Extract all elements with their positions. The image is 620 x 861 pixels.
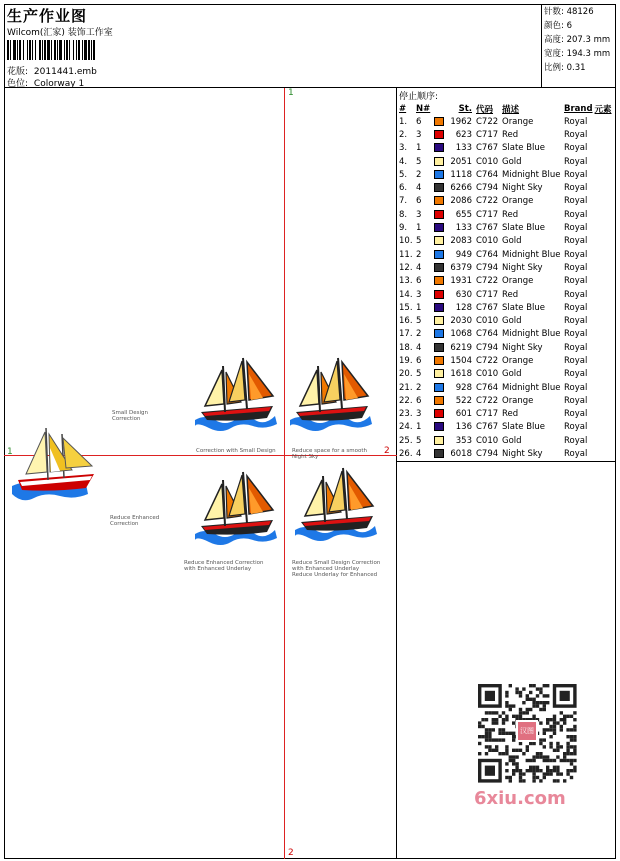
color-swatch — [434, 276, 444, 285]
row-code: C794 — [476, 449, 499, 460]
caption-6: Reduce Small Design Correction with Enhanced Underlay Reduce Underlay for Enhanced — [292, 560, 381, 578]
row-stitches: 2030 — [450, 316, 472, 327]
row-needle: 5 — [416, 316, 422, 327]
color-swatch — [434, 422, 444, 431]
row-seq: 23. — [399, 409, 413, 420]
row-swatch — [433, 168, 445, 181]
row-stitches: 928 — [455, 382, 472, 393]
row-seq: 14. — [399, 289, 413, 300]
col-swatch — [433, 102, 445, 115]
row-needle: 3 — [416, 289, 422, 300]
col-brand: Brand — [564, 103, 593, 114]
table-row — [398, 394, 613, 407]
row-stitches: 1504 — [450, 355, 472, 366]
row-stitches: 2083 — [450, 236, 472, 247]
row-code: C794 — [476, 262, 499, 273]
caption-3: Reduce space for a smooth Night Sky — [292, 448, 367, 460]
table-row — [398, 288, 613, 301]
table-row — [398, 248, 613, 261]
row-seq: 26. — [399, 449, 413, 460]
row-code: C722 — [476, 116, 499, 127]
table-row — [398, 381, 613, 394]
row-stitches: 6219 — [450, 342, 472, 353]
row-stitches: 6379 — [450, 262, 472, 273]
table-row — [398, 447, 613, 460]
row-description: Gold — [502, 369, 522, 380]
row-swatch — [433, 155, 445, 168]
row-swatch — [433, 381, 445, 394]
row-seq: 8. — [399, 209, 408, 220]
stat-label: 比例: — [544, 63, 564, 73]
watermark: 6xiu.com — [474, 788, 566, 809]
row-seq: 3. — [399, 143, 408, 154]
row-seq: 13. — [399, 276, 413, 287]
row-description: Midnight Blue — [502, 169, 561, 180]
table-row — [398, 421, 613, 434]
row-description: Orange — [502, 116, 534, 127]
header-subtitle: Wilcom(汇家) 装饰工作室 — [7, 28, 113, 38]
row-seq: 5. — [399, 169, 408, 180]
row-description: Gold — [502, 435, 522, 446]
row-brand: Royal — [564, 409, 588, 420]
row-description: Gold — [502, 156, 522, 167]
col-code: 代码 — [476, 104, 494, 115]
row-needle: 4 — [416, 449, 422, 460]
color-swatch — [434, 183, 444, 192]
row-code: C764 — [476, 382, 499, 393]
row-stitches: 522 — [455, 395, 472, 406]
row-description: Gold — [502, 236, 522, 247]
row-description: Slate Blue — [502, 302, 546, 313]
row-swatch — [433, 142, 445, 155]
row-seq: 18. — [399, 342, 413, 353]
row-stitches: 623 — [455, 129, 472, 140]
row-code: C010 — [476, 316, 499, 327]
row-code: C722 — [476, 395, 499, 406]
row-code: C717 — [476, 289, 499, 300]
boat-design-color — [12, 428, 94, 500]
caption-5: Reduce Enhanced Correction with Enhanced Underlay — [184, 560, 264, 572]
row-brand: Royal — [564, 289, 588, 300]
color-swatch — [434, 343, 444, 352]
stat-label: 针数: — [544, 7, 564, 17]
row-needle: 2 — [416, 249, 422, 260]
table-row — [398, 195, 613, 208]
row-stitches: 1962 — [450, 116, 472, 127]
stop-sequence-panel — [397, 88, 616, 462]
qr-code — [470, 680, 586, 786]
row-needle: 2 — [416, 169, 422, 180]
row-needle: 4 — [416, 262, 422, 273]
row-code: C722 — [476, 355, 499, 366]
row-code: C767 — [476, 302, 499, 313]
guide-marker-left: 1 — [7, 447, 13, 457]
row-needle: 2 — [416, 382, 422, 393]
row-seq: 2. — [399, 129, 408, 140]
row-stitches: 1068 — [450, 329, 472, 340]
row-swatch — [433, 128, 445, 141]
row-description: Red — [502, 209, 519, 220]
col-element: 元素 — [594, 104, 612, 115]
boat-design-4 — [295, 468, 377, 541]
col-description: 描述 — [502, 104, 520, 115]
caption-1: Small Design Correction — [112, 410, 149, 422]
color-swatch — [434, 263, 444, 272]
row-seq: 24. — [399, 422, 413, 433]
stat-value: 48126 — [566, 7, 594, 17]
row-needle: 4 — [416, 183, 422, 194]
table-row — [398, 408, 613, 421]
row-code: C794 — [476, 342, 499, 353]
guide-marker-right: 2 — [384, 446, 390, 456]
row-brand: Royal — [564, 369, 588, 380]
row-stitches: 655 — [455, 209, 472, 220]
row-needle: 6 — [416, 196, 422, 207]
color-swatch — [434, 117, 444, 126]
row-needle: 1 — [416, 422, 422, 433]
color-swatch — [434, 210, 444, 219]
stop-sequence-label: 停止顺序: — [399, 92, 439, 102]
row-code: C794 — [476, 183, 499, 194]
row-needle: 2 — [416, 329, 422, 340]
row-brand: Royal — [564, 116, 588, 127]
table-row — [398, 328, 613, 341]
row-needle: 1 — [416, 143, 422, 154]
row-seq: 25. — [399, 435, 413, 446]
row-code: C767 — [476, 223, 499, 234]
row-stitches: 353 — [455, 435, 472, 446]
table-row — [398, 142, 613, 155]
color-swatch — [434, 130, 444, 139]
row-seq: 4. — [399, 156, 408, 167]
row-description: Orange — [502, 276, 534, 287]
row-code: C010 — [476, 236, 499, 247]
row-swatch — [433, 235, 445, 248]
row-code: C764 — [476, 169, 499, 180]
row-needle: 3 — [416, 209, 422, 220]
row-description: Gold — [502, 316, 522, 327]
caption-2: Correction with Small Design — [196, 448, 276, 454]
row-stitches: 2051 — [450, 156, 472, 167]
color-swatch — [434, 329, 444, 338]
row-needle: 5 — [416, 156, 422, 167]
stat-label: 高度: — [544, 35, 564, 45]
table-row — [398, 368, 613, 381]
row-needle: 6 — [416, 116, 422, 127]
row-code: C764 — [476, 329, 499, 340]
row-description: Orange — [502, 395, 534, 406]
row-stitches: 133 — [455, 223, 472, 234]
qr-logo-text: 汉图 — [520, 727, 534, 735]
row-brand: Royal — [564, 342, 588, 353]
row-brand: Royal — [564, 169, 588, 180]
row-brand: Royal — [564, 329, 588, 340]
row-description: Slate Blue — [502, 143, 546, 154]
row-seq: 11. — [399, 249, 413, 260]
row-needle: 1 — [416, 302, 422, 313]
row-swatch — [433, 421, 445, 434]
row-brand: Royal — [564, 435, 588, 446]
row-description: Night Sky — [502, 262, 543, 273]
table-row — [398, 261, 613, 274]
row-description: Midnight Blue — [502, 382, 561, 393]
row-swatch — [433, 408, 445, 421]
row-code: C722 — [476, 196, 499, 207]
table-row — [398, 341, 613, 354]
row-needle: 5 — [416, 369, 422, 380]
guide-marker-top: 1 — [288, 88, 294, 98]
color-swatch — [434, 236, 444, 245]
color-swatch — [434, 170, 444, 179]
color-swatch — [434, 369, 444, 378]
row-seq: 22. — [399, 395, 413, 406]
stat-value: 194.3 mm — [566, 49, 611, 59]
row-needle: 3 — [416, 129, 422, 140]
row-brand: Royal — [564, 156, 588, 167]
row-brand: Royal — [564, 395, 588, 406]
qr-center-logo — [516, 720, 538, 742]
color-swatch — [434, 157, 444, 166]
color-swatch — [434, 316, 444, 325]
row-stitches: 601 — [455, 409, 472, 420]
colorway-label: 色位: — [7, 79, 29, 89]
caption-4: Reduce Enhanced Correction — [110, 515, 160, 527]
row-brand: Royal — [564, 249, 588, 260]
row-code: C010 — [476, 369, 499, 380]
row-stitches: 1931 — [450, 276, 472, 287]
row-seq: 9. — [399, 223, 408, 234]
row-swatch — [433, 301, 445, 314]
color-swatch — [434, 409, 444, 418]
color-swatch — [434, 449, 444, 458]
row-stitches: 133 — [455, 143, 472, 154]
row-code: C717 — [476, 129, 499, 140]
row-description: Red — [502, 289, 519, 300]
row-seq: 1. — [399, 116, 408, 127]
file-label: 花版: — [7, 67, 29, 77]
row-swatch — [433, 275, 445, 288]
row-brand: Royal — [564, 316, 588, 327]
row-brand: Royal — [564, 276, 588, 287]
row-needle: 6 — [416, 395, 422, 406]
guide-marker-bottom: 2 — [288, 848, 294, 858]
row-swatch — [433, 208, 445, 221]
row-brand: Royal — [564, 129, 588, 140]
row-description: Midnight Blue — [502, 249, 561, 260]
row-brand: Royal — [564, 236, 588, 247]
row-seq: 15. — [399, 302, 413, 313]
row-seq: 7. — [399, 196, 408, 207]
row-swatch — [433, 368, 445, 381]
row-stitches: 136 — [455, 422, 472, 433]
row-code: C767 — [476, 422, 499, 433]
color-swatch — [434, 290, 444, 299]
row-description: Slate Blue — [502, 422, 546, 433]
color-swatch — [434, 223, 444, 232]
row-code: C717 — [476, 209, 499, 220]
table-header-row — [398, 102, 613, 115]
stat-label: 宽度: — [544, 49, 564, 59]
row-brand: Royal — [564, 262, 588, 273]
table-row — [398, 314, 613, 327]
col-stitches: St. — [458, 103, 472, 114]
row-needle: 1 — [416, 223, 422, 234]
table-row — [398, 115, 613, 128]
table-row — [398, 275, 613, 288]
row-needle: 4 — [416, 342, 422, 353]
color-swatch — [434, 250, 444, 259]
row-code: C722 — [476, 276, 499, 287]
row-description: Red — [502, 409, 519, 420]
row-description: Red — [502, 129, 519, 140]
color-swatch — [434, 303, 444, 312]
row-stitches: 949 — [455, 249, 472, 260]
row-swatch — [433, 328, 445, 341]
row-code: C764 — [476, 249, 499, 260]
row-brand: Royal — [564, 449, 588, 460]
color-swatch — [434, 436, 444, 445]
row-seq: 12. — [399, 262, 413, 273]
row-description: Night Sky — [502, 449, 543, 460]
row-swatch — [433, 394, 445, 407]
row-needle: 3 — [416, 409, 422, 420]
row-needle: 5 — [416, 435, 422, 446]
boat-design-2 — [290, 358, 372, 431]
row-swatch — [433, 181, 445, 194]
row-seq: 16. — [399, 316, 413, 327]
row-description: Night Sky — [502, 342, 543, 353]
table-row — [398, 221, 613, 234]
row-brand: Royal — [564, 183, 588, 194]
row-brand: Royal — [564, 209, 588, 220]
color-swatch — [434, 143, 444, 152]
row-brand: Royal — [564, 196, 588, 207]
stop-sequence-table — [398, 102, 613, 461]
row-code: C010 — [476, 435, 499, 446]
row-needle: 6 — [416, 355, 422, 366]
row-description: Night Sky — [502, 183, 543, 194]
file-value: 2011441.emb — [33, 67, 97, 77]
row-swatch — [433, 288, 445, 301]
row-swatch — [433, 115, 445, 128]
row-seq: 10. — [399, 236, 413, 247]
row-description: Orange — [502, 355, 534, 366]
row-stitches: 630 — [455, 289, 472, 300]
row-swatch — [433, 434, 445, 447]
row-brand: Royal — [564, 302, 588, 313]
row-swatch — [433, 354, 445, 367]
row-stitches: 2086 — [450, 196, 472, 207]
boat-design-3 — [195, 472, 277, 545]
table-row — [398, 434, 613, 447]
row-code: C717 — [476, 409, 499, 420]
table-row — [398, 354, 613, 367]
row-description: Orange — [502, 196, 534, 207]
table-row — [398, 208, 613, 221]
row-stitches: 128 — [455, 302, 472, 313]
table-row — [398, 301, 613, 314]
row-needle: 5 — [416, 236, 422, 247]
row-swatch — [433, 221, 445, 234]
row-seq: 17. — [399, 329, 413, 340]
row-description: Midnight Blue — [502, 329, 561, 340]
color-swatch — [434, 356, 444, 365]
row-brand: Royal — [564, 223, 588, 234]
row-brand: Royal — [564, 355, 588, 366]
row-swatch — [433, 261, 445, 274]
row-swatch — [433, 195, 445, 208]
stat-value: 207.3 mm — [566, 35, 611, 45]
color-swatch — [434, 196, 444, 205]
stat-label: 颜色: — [544, 21, 564, 31]
table-row — [398, 181, 613, 194]
color-swatch — [434, 396, 444, 405]
col-seq: # — [399, 103, 407, 114]
row-brand: Royal — [564, 382, 588, 393]
page-title: 生产作业图 — [7, 7, 88, 25]
stat-value: 6 — [566, 21, 572, 31]
row-seq: 21. — [399, 382, 413, 393]
colorway-value: Colorway 1 — [33, 79, 85, 89]
table-row — [398, 235, 613, 248]
row-stitches: 6018 — [450, 449, 472, 460]
table-row — [398, 155, 613, 168]
table-row — [398, 168, 613, 181]
row-seq: 6. — [399, 183, 408, 194]
row-stitches: 6266 — [450, 183, 472, 194]
row-seq: 20. — [399, 369, 413, 380]
row-code: C767 — [476, 143, 499, 154]
color-swatch — [434, 383, 444, 392]
row-stitches: 1118 — [450, 169, 472, 180]
row-brand: Royal — [564, 143, 588, 154]
row-brand: Royal — [564, 422, 588, 433]
row-stitches: 1618 — [450, 369, 472, 380]
row-swatch — [433, 248, 445, 261]
row-needle: 6 — [416, 276, 422, 287]
stat-value: 0.31 — [566, 63, 586, 73]
row-code: C010 — [476, 156, 499, 167]
col-needle: N# — [416, 103, 431, 114]
row-swatch — [433, 447, 445, 460]
boat-design-1 — [195, 358, 277, 431]
row-swatch — [433, 314, 445, 327]
row-seq: 19. — [399, 355, 413, 366]
table-row — [398, 128, 613, 141]
row-description: Slate Blue — [502, 223, 546, 234]
row-swatch — [433, 341, 445, 354]
